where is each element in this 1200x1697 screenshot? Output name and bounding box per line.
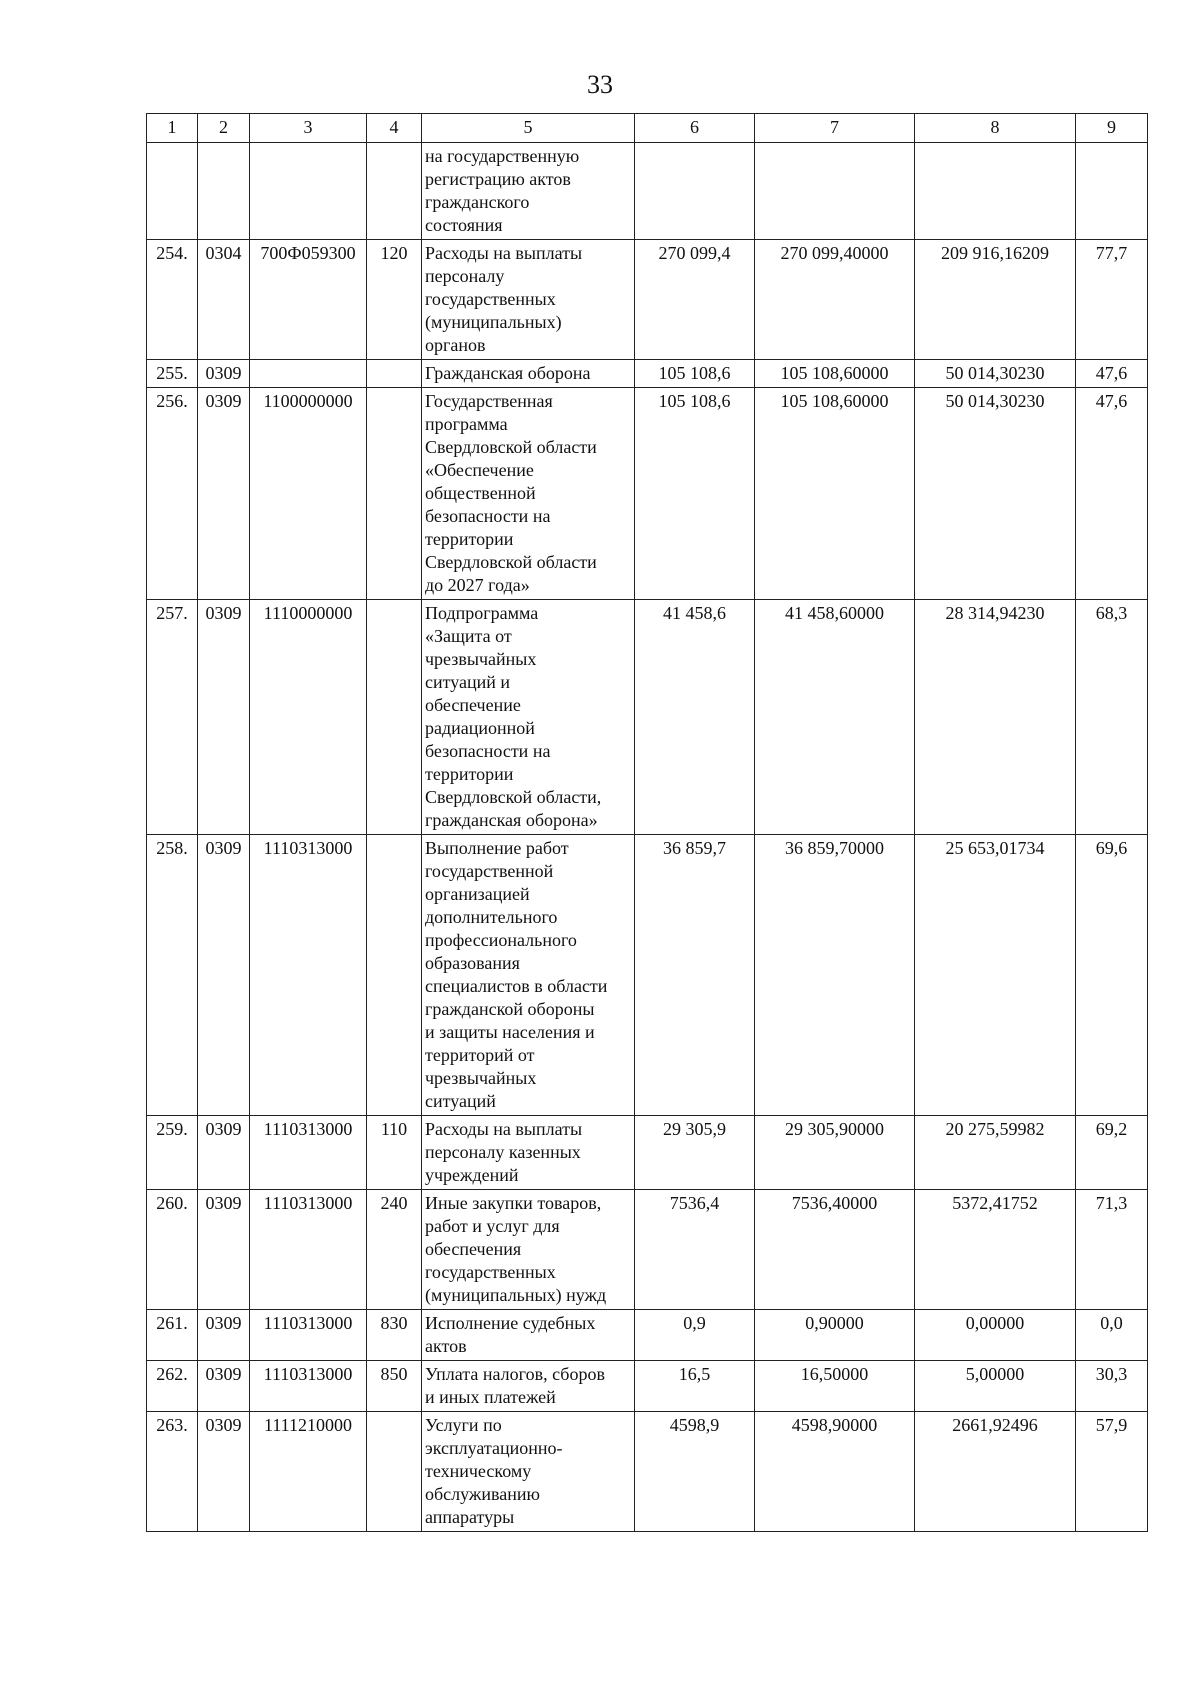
expense-name-line: общественной xyxy=(425,483,536,503)
row-number-cell: 258. xyxy=(147,835,198,1116)
expense-name-line: обслуживанию xyxy=(425,1484,540,1504)
budget-amount-cell: 7536,40000 xyxy=(755,1190,915,1310)
expense-name-line: (муниципальных) нужд xyxy=(425,1285,607,1305)
budget-amount-cell: 36 859,70000 xyxy=(755,835,915,1116)
expense-name-line: Уплата налогов, сборов xyxy=(425,1364,605,1384)
target-article-cell: 1110313000 xyxy=(250,1361,367,1412)
expense-name-line: ситуаций и xyxy=(425,672,511,692)
expense-name-line: эксплуатационно- xyxy=(425,1438,563,1458)
expense-name-line: Государственная xyxy=(425,391,553,411)
table-row xyxy=(147,1310,1148,1361)
expense-name-line: территории xyxy=(425,529,514,549)
row-number-cell: 262. xyxy=(147,1361,198,1412)
page-number: 33 xyxy=(587,70,613,99)
executed-amount-cell: 25 653,01734 xyxy=(915,835,1076,1116)
row-number-cell: 255. xyxy=(147,360,198,388)
expense-name-line: аппаратуры xyxy=(425,1507,515,1527)
budget-amount-cell: 4598,90000 xyxy=(755,1412,915,1532)
expense-type-cell: 850 xyxy=(367,1361,422,1412)
target-article-cell xyxy=(250,360,367,388)
expense-name-line: работ и услуг для xyxy=(425,1216,560,1236)
expense-name-line: состояния xyxy=(425,215,503,235)
section-code-cell: 0309 xyxy=(198,360,250,388)
expense-name-line: обеспечение xyxy=(425,695,521,715)
executed-amount-cell: 50 014,30230 xyxy=(915,360,1076,388)
column-header: 9 xyxy=(1076,114,1148,143)
table-row xyxy=(147,143,1148,240)
expense-name-line: гражданской обороны xyxy=(425,999,595,1019)
expense-name-line: «Защита от xyxy=(425,626,512,646)
column-header: 8 xyxy=(915,114,1076,143)
expense-type-cell: 120 xyxy=(367,240,422,360)
section-code-cell: 0309 xyxy=(198,1116,250,1190)
executed-amount-cell: 5372,41752 xyxy=(915,1190,1076,1310)
expense-name-line: Выполнение работ xyxy=(425,838,569,858)
expense-name-line: Свердловской области xyxy=(425,552,597,572)
table-row xyxy=(147,835,1148,1116)
execution-percent-cell: 47,6 xyxy=(1076,388,1148,600)
target-article-cell: 700Ф059300 xyxy=(250,240,367,360)
section-code-cell: 0309 xyxy=(198,1190,250,1310)
expense-type-cell xyxy=(367,600,422,835)
budget-amount-cell: 16,50000 xyxy=(755,1361,915,1412)
row-number-cell: 257. xyxy=(147,600,198,835)
approved-amount-cell: 105 108,6 xyxy=(635,388,755,600)
expense-name-line: (муниципальных) xyxy=(425,312,562,332)
expense-name-line: гражданская оборона» xyxy=(425,810,598,830)
table-row xyxy=(147,1190,1148,1310)
expense-name-line: до 2027 года» xyxy=(425,575,530,595)
target-article-cell: 1110313000 xyxy=(250,1190,367,1310)
expense-name-line: учреждений xyxy=(425,1165,519,1185)
executed-amount-cell: 0,00000 xyxy=(915,1310,1076,1361)
expense-name-line: специалистов в области xyxy=(425,976,608,996)
expense-name-cell xyxy=(422,1116,635,1190)
table-row xyxy=(147,1361,1148,1412)
execution-percent-cell: 69,2 xyxy=(1076,1116,1148,1190)
expense-type-cell xyxy=(367,388,422,600)
expense-name-line: Расходы на выплаты xyxy=(425,1119,583,1139)
target-article-cell: 1110313000 xyxy=(250,835,367,1116)
table-body xyxy=(147,143,1148,1532)
execution-percent-cell xyxy=(1076,143,1148,240)
expense-name-line: ситуаций xyxy=(425,1091,496,1111)
section-code-cell: 0309 xyxy=(198,388,250,600)
expense-type-cell xyxy=(367,143,422,240)
expense-name-line: и иных платежей xyxy=(425,1387,556,1407)
approved-amount-cell: 16,5 xyxy=(635,1361,755,1412)
execution-percent-cell: 71,3 xyxy=(1076,1190,1148,1310)
expense-name-cell xyxy=(422,1361,635,1412)
row-number-cell: 259. xyxy=(147,1116,198,1190)
expense-type-cell xyxy=(367,835,422,1116)
expense-name-cell xyxy=(422,1190,635,1310)
section-code-cell: 0309 xyxy=(198,1412,250,1532)
section-code-cell xyxy=(198,143,250,240)
execution-percent-cell: 30,3 xyxy=(1076,1361,1148,1412)
target-article-cell: 1110313000 xyxy=(250,1116,367,1190)
approved-amount-cell: 0,9 xyxy=(635,1310,755,1361)
row-number-cell: 263. xyxy=(147,1412,198,1532)
table-row xyxy=(147,600,1148,835)
row-number-cell: 256. xyxy=(147,388,198,600)
expense-name-line: Исполнение судебных xyxy=(425,1313,596,1333)
expense-name-line: Гражданская оборона xyxy=(425,363,591,383)
table-row xyxy=(147,1412,1148,1532)
expense-name-line: регистрацию актов xyxy=(425,169,571,189)
budget-amount-cell: 0,90000 xyxy=(755,1310,915,1361)
expense-name-line: персоналу казенных xyxy=(425,1142,581,1162)
expense-name-line: профессионального xyxy=(425,930,577,950)
expense-name-line: дополнительного xyxy=(425,907,558,927)
section-code-cell: 0309 xyxy=(198,835,250,1116)
expense-name-cell xyxy=(422,388,635,600)
column-header: 6 xyxy=(635,114,755,143)
expense-name-line: территории xyxy=(425,764,514,784)
expense-name-line: радиационной xyxy=(425,718,535,738)
expense-name-line: безопасности на xyxy=(425,506,551,526)
column-header: 5 xyxy=(422,114,635,143)
execution-percent-cell: 68,3 xyxy=(1076,600,1148,835)
approved-amount-cell xyxy=(635,143,755,240)
expense-name-cell xyxy=(422,1310,635,1361)
expense-name-cell xyxy=(422,1412,635,1532)
column-header: 1 xyxy=(147,114,198,143)
executed-amount-cell: 50 014,30230 xyxy=(915,388,1076,600)
expense-name-line: Свердловской области, xyxy=(425,787,602,807)
executed-amount-cell: 20 275,59982 xyxy=(915,1116,1076,1190)
row-number-cell: 261. xyxy=(147,1310,198,1361)
executed-amount-cell: 209 916,16209 xyxy=(915,240,1076,360)
expense-name-line: органов xyxy=(425,335,486,355)
executed-amount-cell: 28 314,94230 xyxy=(915,600,1076,835)
expense-name-line: государственной xyxy=(425,861,554,881)
executed-amount-cell: 2661,92496 xyxy=(915,1412,1076,1532)
section-code-cell: 0309 xyxy=(198,1361,250,1412)
execution-percent-cell: 47,6 xyxy=(1076,360,1148,388)
expense-name-line: Подпрограмма xyxy=(425,603,539,623)
row-number-cell xyxy=(147,143,198,240)
column-header: 2 xyxy=(198,114,250,143)
expense-name-line: государственных xyxy=(425,1262,556,1282)
expense-name-line: безопасности на xyxy=(425,741,551,761)
row-number-cell: 260. xyxy=(147,1190,198,1310)
execution-percent-cell: 0,0 xyxy=(1076,1310,1148,1361)
expense-name-line: на государственную xyxy=(425,146,580,166)
table-row xyxy=(147,240,1148,360)
header-row xyxy=(147,114,1148,143)
table-row xyxy=(147,1116,1148,1190)
executed-amount-cell xyxy=(915,143,1076,240)
expense-name-line: территорий от xyxy=(425,1045,535,1065)
executed-amount-cell: 5,00000 xyxy=(915,1361,1076,1412)
expense-name-line: Услуги по xyxy=(425,1415,502,1435)
expense-name-line: образования xyxy=(425,953,520,973)
section-code-cell: 0309 xyxy=(198,1310,250,1361)
section-code-cell: 0309 xyxy=(198,600,250,835)
expense-name-line: техническому xyxy=(425,1461,532,1481)
approved-amount-cell: 105 108,6 xyxy=(635,360,755,388)
expense-type-cell: 110 xyxy=(367,1116,422,1190)
budget-amount-cell: 270 099,40000 xyxy=(755,240,915,360)
expense-name-cell xyxy=(422,360,635,388)
expense-name-line: персоналу xyxy=(425,266,505,286)
target-article-cell: 1110000000 xyxy=(250,600,367,835)
budget-amount-cell: 29 305,90000 xyxy=(755,1116,915,1190)
expense-type-cell xyxy=(367,360,422,388)
expense-name-line: гражданского xyxy=(425,192,530,212)
budget-table xyxy=(146,113,1148,1532)
table-row xyxy=(147,360,1148,388)
expense-name-cell xyxy=(422,600,635,835)
expense-type-cell: 240 xyxy=(367,1190,422,1310)
target-article-cell xyxy=(250,143,367,240)
approved-amount-cell: 4598,9 xyxy=(635,1412,755,1532)
expense-name-cell xyxy=(422,835,635,1116)
approved-amount-cell: 29 305,9 xyxy=(635,1116,755,1190)
expense-name-line: Расходы на выплаты xyxy=(425,243,583,263)
execution-percent-cell: 57,9 xyxy=(1076,1412,1148,1532)
expense-name-cell xyxy=(422,143,635,240)
budget-amount-cell: 105 108,60000 xyxy=(755,360,915,388)
expense-name-line: чрезвычайных xyxy=(425,1068,537,1088)
target-article-cell: 1110313000 xyxy=(250,1310,367,1361)
expense-name-line: Свердловской области xyxy=(425,437,597,457)
expense-name-line: программа xyxy=(425,414,508,434)
execution-percent-cell: 69,6 xyxy=(1076,835,1148,1116)
column-header: 7 xyxy=(755,114,915,143)
approved-amount-cell: 7536,4 xyxy=(635,1190,755,1310)
column-header: 4 xyxy=(367,114,422,143)
budget-amount-cell: 105 108,60000 xyxy=(755,388,915,600)
expense-type-cell xyxy=(367,1412,422,1532)
expense-name-line: обеспечения xyxy=(425,1239,522,1259)
expense-name-line: актов xyxy=(425,1336,467,1356)
expense-name-cell xyxy=(422,240,635,360)
table-row xyxy=(147,388,1148,600)
target-article-cell: 1100000000 xyxy=(250,388,367,600)
expense-type-cell: 830 xyxy=(367,1310,422,1361)
column-header: 3 xyxy=(250,114,367,143)
expense-name-line: чрезвычайных xyxy=(425,649,537,669)
expense-name-line: и защиты населения и xyxy=(425,1022,595,1042)
approved-amount-cell: 41 458,6 xyxy=(635,600,755,835)
approved-amount-cell: 36 859,7 xyxy=(635,835,755,1116)
expense-name-line: государственных xyxy=(425,289,556,309)
approved-amount-cell: 270 099,4 xyxy=(635,240,755,360)
target-article-cell: 1111210000 xyxy=(250,1412,367,1532)
execution-percent-cell: 77,7 xyxy=(1076,240,1148,360)
budget-amount-cell xyxy=(755,143,915,240)
expense-name-line: организацией xyxy=(425,884,530,904)
row-number-cell: 254. xyxy=(147,240,198,360)
section-code-cell: 0304 xyxy=(198,240,250,360)
expense-name-line: Иные закупки товаров, xyxy=(425,1193,602,1213)
expense-name-line: «Обеспечение xyxy=(425,460,534,480)
budget-amount-cell: 41 458,60000 xyxy=(755,600,915,835)
